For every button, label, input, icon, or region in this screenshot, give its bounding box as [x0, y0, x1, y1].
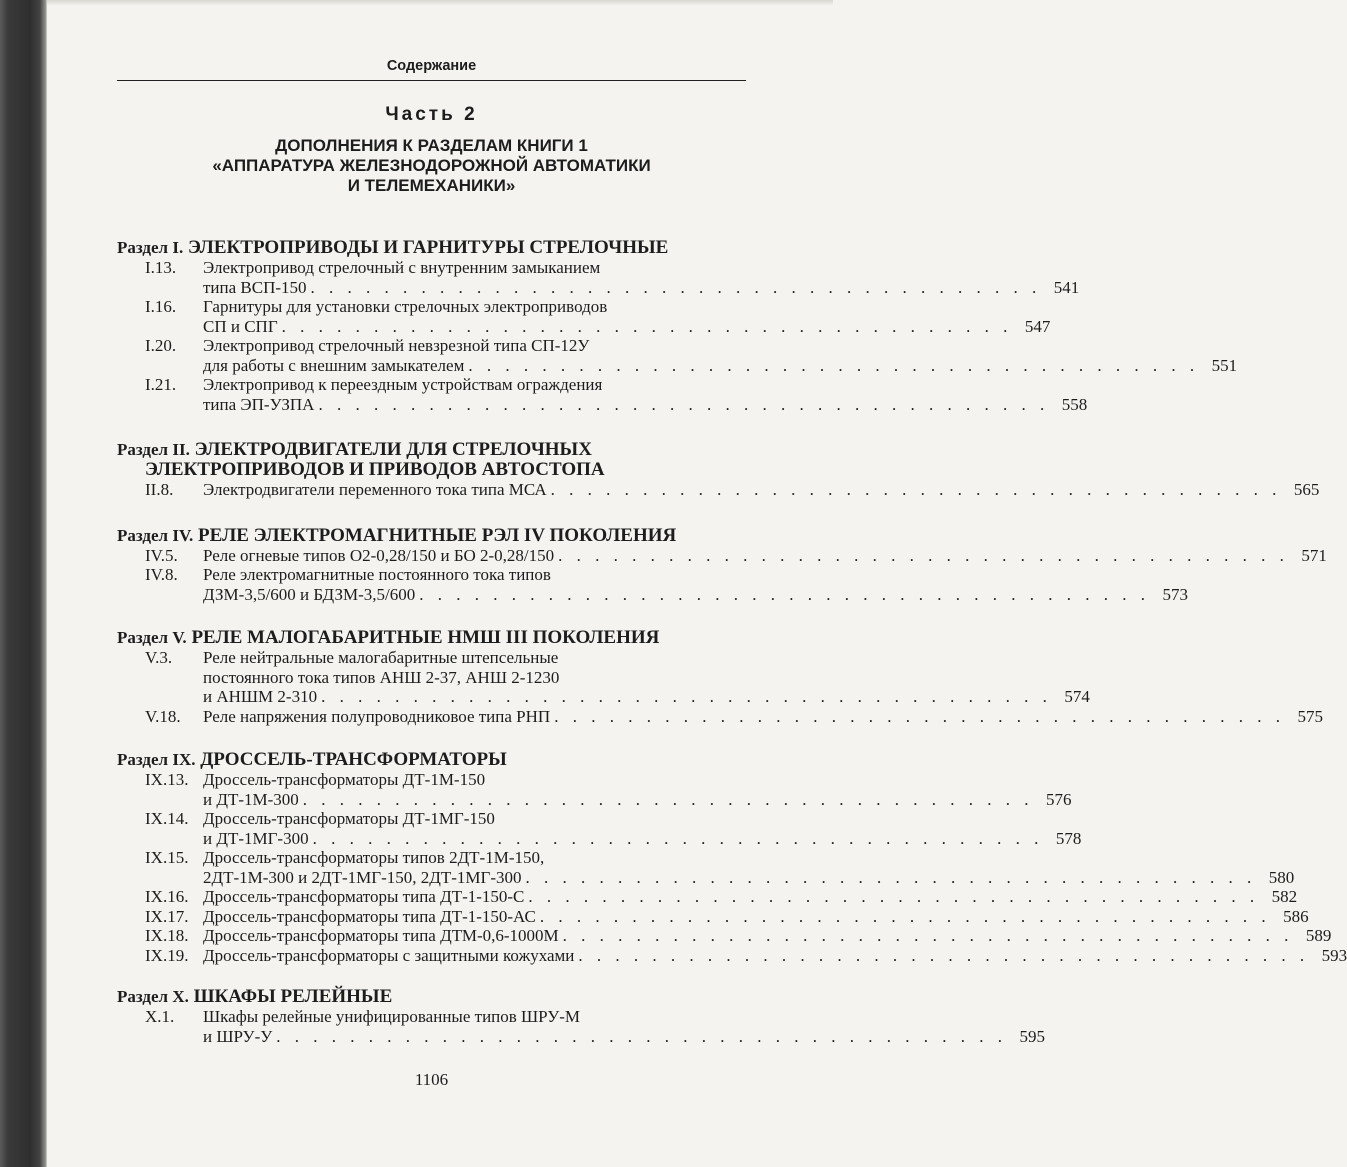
entry-number: IV.5. [145, 545, 178, 565]
section-prefix: Раздел X. [117, 987, 189, 1006]
entry-page-number: 571 [1301, 545, 1327, 565]
entry-text-line: Дроссель-трансформаторы типа ДТ-1-150-АС [203, 906, 536, 926]
dot-leader: . . . . . . . . . . . . . . . . . . . . . . . . . . . . . . . . . . . . . . . . [528, 887, 1260, 906]
entry-number: IX.19. [145, 945, 189, 965]
entry-body [203, 648, 1090, 707]
entry-page-number: 582 [1271, 887, 1298, 906]
entry-page-number: 595 [1019, 1026, 1046, 1046]
entry-number: IV.8. [145, 565, 178, 584]
entry-body [203, 258, 1079, 297]
entry-text-line: типа ВСП-150 [203, 277, 307, 297]
entry-page-number: 576 [1046, 789, 1072, 809]
dot-leader: . . . . . . . . . . . . . . . . . . . . . . . . . . . . . . . . . . . . . . . . [554, 706, 1285, 726]
entry-text-line: Дроссель-трансформаторы ДТ-1МГ-150 [203, 809, 495, 828]
entry-text-line: и АНШМ 2-310 [203, 687, 318, 706]
entry-text-line: Дроссель-трансформаторы типа ДТ-1-150-С [203, 887, 525, 906]
section-title: ЭЛЕКТРОДВИГАТЕЛИ ДЛЯ СТРЕЛОЧНЫХ ЭЛЕКТРОПРИВОДОВ И ПРИВОДОВ АВТОСТОПА [145, 439, 605, 480]
part-label: Часть 2 [385, 104, 478, 125]
entry-number: I.20. [145, 336, 177, 355]
toc-entry [117, 375, 1088, 414]
dot-leader: . . . . . . . . . . . . . . . . . . . . . . . . . . . . . . . . . . . . . . . . [578, 945, 1310, 965]
dot-leader: . . . . . . . . . . . . . . . . . . . . . . . . . . . . . . . . . . . . . . . . [550, 480, 1282, 499]
toc-entry [117, 706, 1323, 727]
part-title [117, 136, 746, 196]
toc-section [117, 749, 1347, 965]
entry-text-line: Электропривод стрелочный с внутренним замыканием [203, 258, 601, 277]
entry-body [203, 565, 1188, 604]
dot-leader: . . . . . . . . . . . . . . . . . . . . . . . . . . . . . . . . . . . . . . . . [302, 789, 1034, 809]
toc-entry [117, 809, 1082, 848]
section-prefix: Раздел I. [117, 238, 184, 257]
entry-body [203, 809, 1081, 848]
dot-leader: . . . . . . . . . . . . . . . . . . . . . . . . . . . . . . . . . . . . . . . . [318, 394, 1050, 414]
entry-text-line: ДЗМ-3,5/600 и БДЗМ-3,5/600 [203, 584, 416, 604]
entry-text-line: Дроссель-трансформаторы типа ДТМ-0,6-1000М [203, 926, 559, 945]
toc-entry [117, 297, 1051, 336]
entry-body [203, 770, 1072, 809]
dot-leader: . . . . . . . . . . . . . . . . . . . . . . . . . . . . . . . . . . . . . . . . [468, 355, 1200, 375]
entry-number: IX.16. [145, 887, 189, 906]
entry-page-number: 551 [1211, 355, 1238, 375]
part-title-line: И ТЕЛЕМЕХАНИКИ» [347, 176, 516, 195]
section-heading [117, 628, 746, 648]
part-title-line: «АППАРАТУРА ЖЕЛЕЗНОДОРОЖНОЙ АВТОМАТИКИ [212, 156, 651, 175]
entry-body [203, 926, 1331, 946]
section-prefix: Раздел IX. [117, 750, 196, 769]
entry-page-number: 574 [1064, 687, 1090, 706]
dot-leader: . . . . . . . . . . . . . . . . . . . . . . . . . . . . . . . . . . . . . . . . [562, 926, 1294, 945]
entry-text-line: Дроссель-трансформаторы с защитными кожухами [203, 945, 575, 965]
section-title: ДРОССЕЛЬ-ТРАНСФОРМАТОРЫ [200, 749, 507, 770]
entry-page-number: 547 [1024, 316, 1051, 336]
entry-text-line: Реле напряжения полупроводниковое типа РНП [203, 706, 551, 726]
section-heading [117, 440, 746, 480]
entry-number: V.3. [145, 648, 173, 667]
toc-entry [117, 545, 1327, 566]
entry-page-number: 578 [1055, 828, 1082, 848]
entry-page-number: 565 [1293, 480, 1320, 499]
section-heading [117, 238, 746, 258]
entry-body [203, 707, 1323, 727]
entry-body [203, 336, 1237, 375]
entry-text-line: Реле нейтральные малогабаритные штепсельные [203, 648, 559, 667]
entry-text-line: и ШРУ-У [203, 1026, 273, 1046]
toc-section [117, 524, 1327, 605]
toc-entry [117, 926, 1332, 946]
header-rule [117, 80, 746, 81]
dot-leader: . . . . . . . . . . . . . . . . . . . . . . . . . . . . . . . . . . . . . . . . [281, 316, 1013, 336]
entry-text-line: Дроссель-трансформаторы типов 2ДТ-1М-150, [203, 848, 545, 867]
entry-body [203, 480, 1319, 500]
section-title: ЭЛЕКТРОПРИВОДЫ И ГАРНИТУРЫ СТРЕЛОЧНЫЕ [187, 237, 669, 258]
toc-entry [117, 770, 1072, 809]
section-title: РЕЛЕ ЭЛЕКТРОМАГНИТНЫЕ РЭЛ IV ПОКОЛЕНИЯ [198, 524, 677, 546]
section-heading [117, 526, 746, 546]
entry-text-line: постоянного тока типов АНШ 2-37, АНШ 2-1230 [203, 667, 560, 687]
entry-number: I.16. [145, 297, 177, 316]
entry-number: V.18. [145, 706, 181, 726]
entry-number: IX.17. [145, 906, 189, 926]
entry-page-number: 593 [1321, 945, 1347, 965]
toc-entry [117, 258, 1080, 297]
entry-text-line: Шкафы релейные унифицированные типов ШРУ-М [203, 1007, 581, 1026]
section-prefix: Раздел V. [117, 628, 187, 647]
dot-leader: . . . . . . . . . . . . . . . . . . . . . . . . . . . . . . . . . . . . . . . . [276, 1026, 1008, 1046]
entry-body [203, 946, 1347, 966]
entry-number: I.13. [145, 258, 177, 277]
section-prefix: Раздел IV. [117, 525, 194, 545]
toc-entry [117, 480, 1320, 500]
entry-text-line: Гарнитуры для установки стрелочных электроприводов [203, 297, 608, 316]
dot-leader: . . . . . . . . . . . . . . . . . . . . . . . . . . . . . . . . . . . . . . . . [312, 828, 1044, 848]
toc-section [117, 439, 1320, 500]
entry-body [203, 887, 1297, 907]
dot-leader: . . . . . . . . . . . . . . . . . . . . . . . . . . . . . . . . . . . . . . . . [525, 867, 1257, 887]
toc-entry [117, 848, 1295, 887]
toc-section [117, 627, 1323, 726]
toc-entry [117, 945, 1347, 966]
entry-body [203, 297, 1050, 336]
toc-entry [117, 1007, 1046, 1046]
dot-leader: . . . . . . . . . . . . . . . . . . . . . . . . . . . . . . . . . . . . . . . . [539, 906, 1271, 926]
entry-text-line: 2ДТ-1М-300 и 2ДТ-1МГ-150, 2ДТ-1МГ-300 [203, 867, 522, 887]
entry-body [203, 907, 1309, 927]
entry-number: IX.15. [145, 848, 189, 867]
page-number: 1106 [414, 1070, 449, 1089]
table-of-contents [117, 214, 1347, 1046]
entry-text-line: Дроссель-трансформаторы ДТ-1М-150 [203, 770, 486, 789]
toc-section [117, 986, 1046, 1046]
entry-number: IX.14. [145, 809, 189, 828]
book-spine-shadow [0, 0, 47, 1167]
dot-leader: . . . . . . . . . . . . . . . . . . . . . . . . . . . . . . . . . . . . . . . . [419, 584, 1151, 604]
entry-text-line: типа ЭП-УЗПА [203, 394, 315, 414]
dot-leader: . . . . . . . . . . . . . . . . . . . . . . . . . . . . . . . . . . . . . . . . [558, 545, 1289, 565]
entry-text-line: Электропривод к переездным устройствам ограждения [203, 375, 603, 394]
toc-entry [117, 565, 1189, 604]
dot-leader: . . . . . . . . . . . . . . . . . . . . . . . . . . . . . . . . . . . . . . . . [321, 687, 1052, 706]
entry-page-number: 586 [1283, 906, 1309, 926]
entry-text-line: Реле огневые типов О2-0,28/150 и БО 2-0,28/150 [203, 545, 555, 565]
entry-text-line: для работы с внешним замыкателем [203, 355, 465, 375]
entry-number: IX.13. [145, 770, 189, 789]
entry-number: IX.18. [145, 926, 189, 945]
entry-page-number: 573 [1162, 584, 1189, 604]
entry-number: II.8. [145, 480, 174, 499]
toc-section [117, 237, 1238, 414]
part-title-line: ДОПОЛНЕНИЯ К РАЗДЕЛАМ КНИГИ 1 [275, 136, 588, 155]
entry-text-line: Реле электромагнитные постоянного тока типов [203, 565, 551, 584]
entry-page-number: 558 [1061, 394, 1088, 414]
entry-number: I.21. [145, 375, 177, 394]
entry-body [203, 546, 1327, 566]
entry-page-number: 575 [1297, 706, 1323, 726]
entry-page-number: 580 [1268, 867, 1295, 887]
entry-body [203, 1007, 1045, 1046]
section-title: ШКАФЫ РЕЛЕЙНЫЕ [193, 986, 393, 1007]
running-head: Содержание [386, 58, 477, 74]
entry-body [203, 375, 1087, 414]
entry-text-line: Электродвигатели переменного тока типа МСА [203, 480, 547, 499]
entry-body [203, 848, 1294, 887]
dot-leader: . . . . . . . . . . . . . . . . . . . . . . . . . . . . . . . . . . . . . . . . [310, 277, 1042, 297]
section-heading [117, 987, 746, 1007]
entry-page-number: 589 [1305, 926, 1332, 945]
entry-text-line: и ДТ-1М-300 [203, 789, 299, 809]
toc-entry [117, 906, 1309, 927]
entry-text-line: и ДТ-1МГ-300 [203, 828, 309, 848]
entry-text-line: СП и СПГ [203, 316, 278, 336]
section-heading [117, 750, 746, 770]
page-top-edge [47, 0, 833, 6]
section-prefix: Раздел II. [117, 440, 190, 459]
toc-entry [117, 336, 1238, 375]
entry-text-line: Электропривод стрелочный невзрезной типа СП-12У [203, 336, 590, 355]
entry-number: X.1. [145, 1007, 175, 1026]
toc-entry [117, 648, 1090, 707]
section-title: РЕЛЕ МАЛОГАБАРИТНЫЕ НМШ III ПОКОЛЕНИЯ [191, 627, 660, 648]
entry-page-number: 541 [1053, 277, 1080, 297]
toc-entry [117, 887, 1298, 907]
